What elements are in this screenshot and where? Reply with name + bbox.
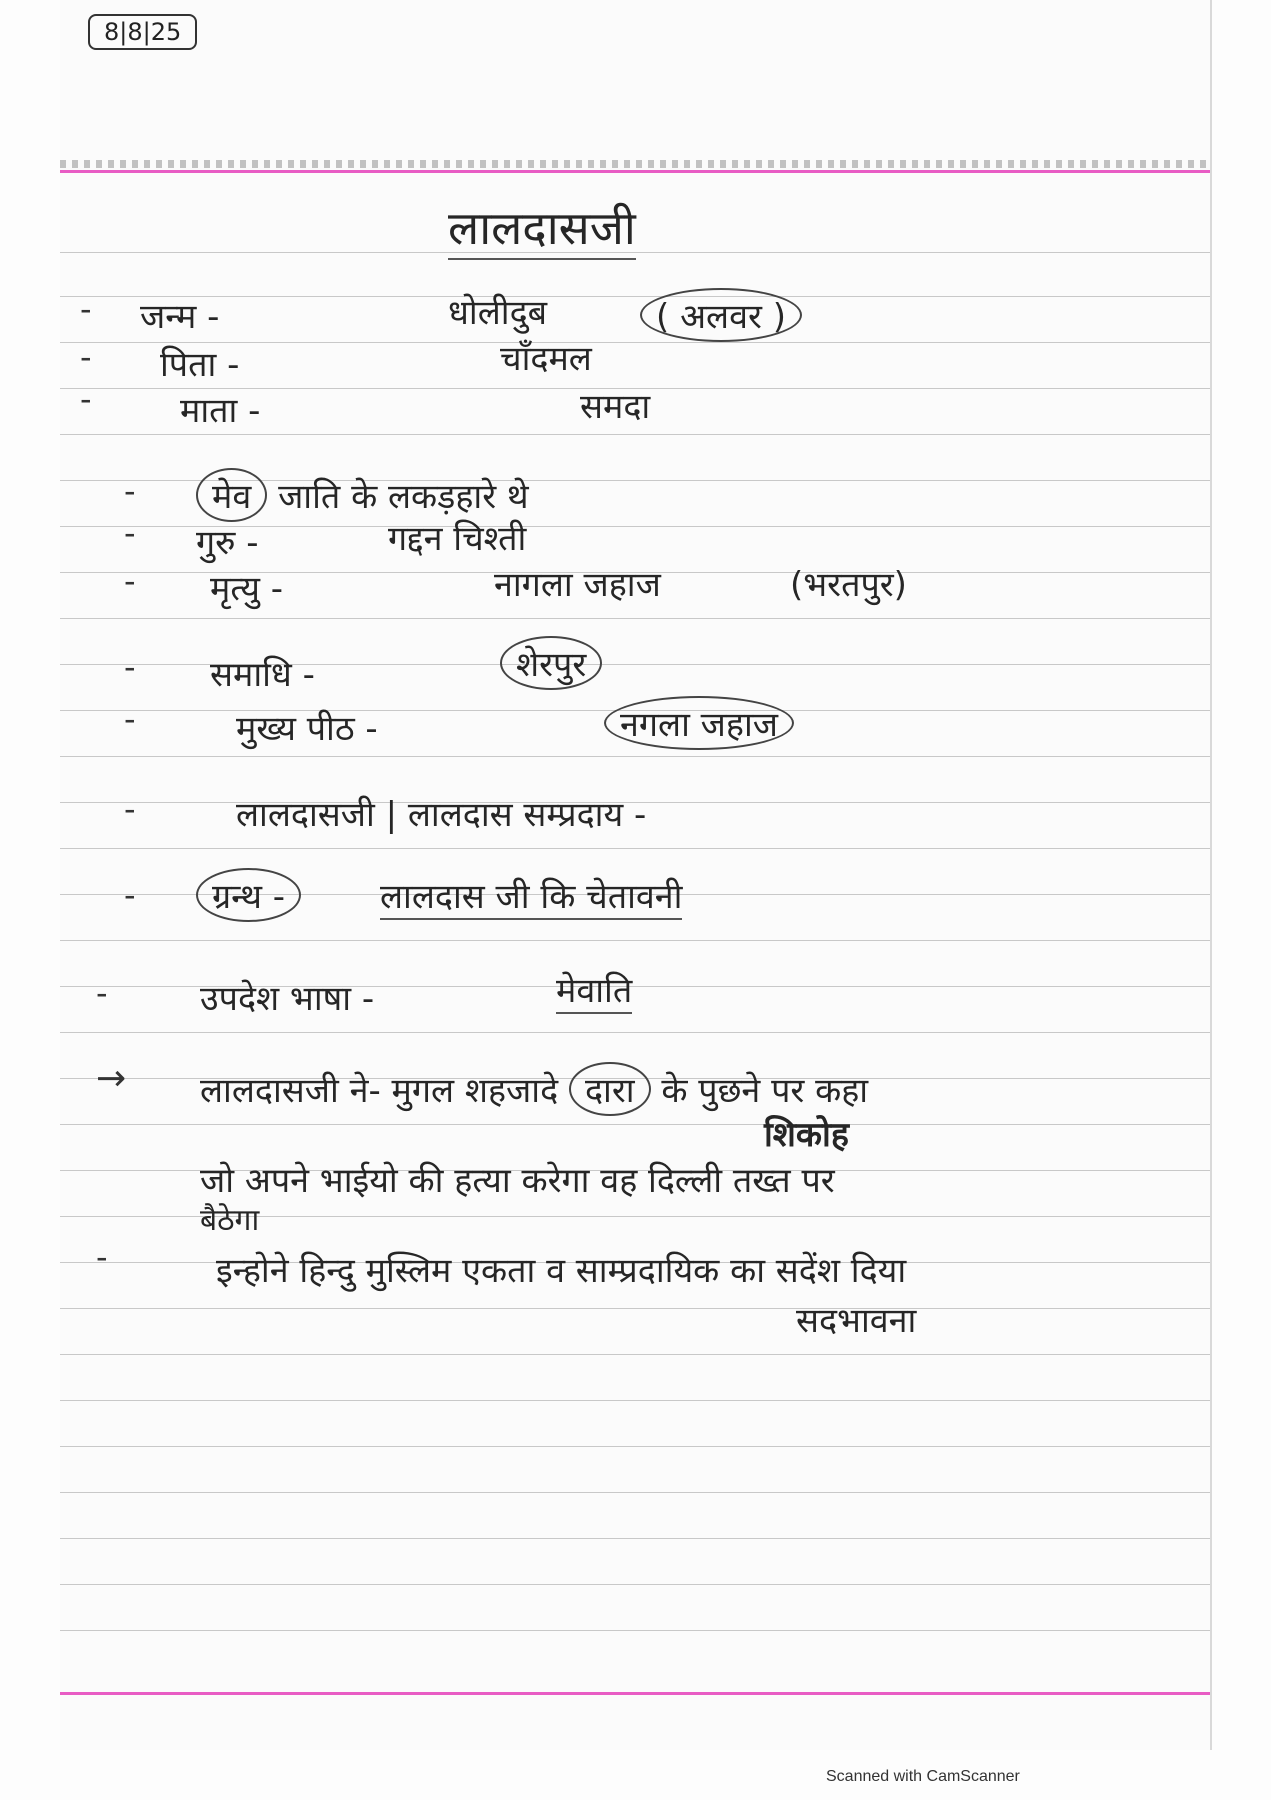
bhasha-value: मेवाति <box>556 966 632 1014</box>
scanner-watermark: Scanned with CamScanner <box>826 1768 1020 1785</box>
arrow-icon: → <box>96 1058 127 1099</box>
page-title: लालदासजी <box>448 196 636 260</box>
janm-label: जन्म - <box>140 297 220 337</box>
bullet-dash: - <box>96 1238 108 1276</box>
samadhi-value <box>500 636 602 690</box>
bhasha-label: उपदेश भाषा - <box>200 979 375 1019</box>
janm-value: धोलीदुब <box>448 293 548 333</box>
ruled-line <box>60 1584 1210 1585</box>
ruled-line <box>60 1354 1210 1355</box>
ruled-line <box>60 1492 1210 1493</box>
granth-label <box>196 868 301 922</box>
ruled-line <box>60 1032 1210 1033</box>
note-line-4: इन्होने हिन्दु मुस्लिम एकता व साम्प्रदायिक का सदेंश दिया <box>216 1251 907 1291</box>
janm-place-circle: ( अलवर ) <box>640 288 802 342</box>
bullet-dash: - <box>124 514 136 552</box>
shikoh-text: शिकोह <box>764 1115 849 1155</box>
note-line-1-c: के पुछने पर कहा <box>661 1071 869 1111</box>
granth-value: लालदास जी कि चेतावनी <box>380 872 682 920</box>
ruled-line <box>60 1630 1210 1631</box>
mata-label: माता - <box>180 391 261 431</box>
jati-prefix-circle: मेव <box>196 468 267 522</box>
ruled-line <box>60 940 1210 941</box>
peeth-value <box>604 696 794 750</box>
bullet-dash: - <box>96 974 108 1012</box>
ruled-line <box>60 434 1210 435</box>
ruled-line <box>60 1400 1210 1401</box>
bullet-dash: - <box>80 380 92 418</box>
pita-value: चाँदमल <box>500 339 592 379</box>
dara-circle: दारा <box>569 1062 651 1116</box>
note-line-1 <box>200 1062 868 1116</box>
ruled-line <box>60 1308 1210 1309</box>
footer-pink-line <box>60 1692 1210 1695</box>
ruled-line <box>60 296 1210 297</box>
peeth-label: मुख्य पीठ - <box>236 709 378 749</box>
jati-text: जाति के लकड़हारे थे <box>278 477 529 517</box>
ruled-line <box>60 1538 1210 1539</box>
mata-value: समदा <box>580 387 651 427</box>
pita-label: पिता - <box>160 345 240 385</box>
note-line-2: जो अपने भाईयो की हत्या करेगा वह दिल्ली तख्त पर <box>200 1161 835 1201</box>
peeth-value-circle: नगला जहाज <box>604 696 794 750</box>
guru-label: गुरु - <box>196 523 259 563</box>
bullet-dash: - <box>124 648 136 686</box>
mrityu-value: नागला जहाज <box>494 565 661 605</box>
bullet-dash: - <box>80 290 92 328</box>
ruled-line <box>60 1446 1210 1447</box>
samadhi-value-circle: शेरपुर <box>500 636 602 690</box>
bullet-dash: - <box>80 338 92 376</box>
bullet-dash: - <box>124 876 136 914</box>
bullet-dash: - <box>124 472 136 510</box>
samadhi-label: समाधि - <box>210 655 315 695</box>
ruled-line <box>60 848 1210 849</box>
janm-place <box>640 288 802 342</box>
date-stamp: 8|8|25 <box>88 14 197 50</box>
note-line-3: बैठेगा <box>200 1203 260 1238</box>
note-line-5: सदभावना <box>796 1301 917 1341</box>
bullet-dash: - <box>124 700 136 738</box>
ruled-line <box>60 618 1210 619</box>
mrityu-place: (भरतपुर) <box>790 565 907 605</box>
bullet-dash: - <box>124 790 136 828</box>
granth-label-circle: ग्रन्थ - <box>196 868 301 922</box>
note-line-1-a: लालदासजी ने- मुगल शहजादे <box>200 1071 559 1111</box>
header-wavy-line <box>60 160 1210 168</box>
ruled-line <box>60 756 1210 757</box>
guru-value: गद्दन चिश्ती <box>388 519 527 559</box>
header-pink-line <box>60 170 1210 173</box>
ruled-line <box>60 1124 1210 1125</box>
mrityu-label: मृत्यु - <box>210 569 283 609</box>
sampraday-line: लालदासजी | लालदास सम्प्रदाय - <box>236 795 647 835</box>
bullet-dash: - <box>124 562 136 600</box>
